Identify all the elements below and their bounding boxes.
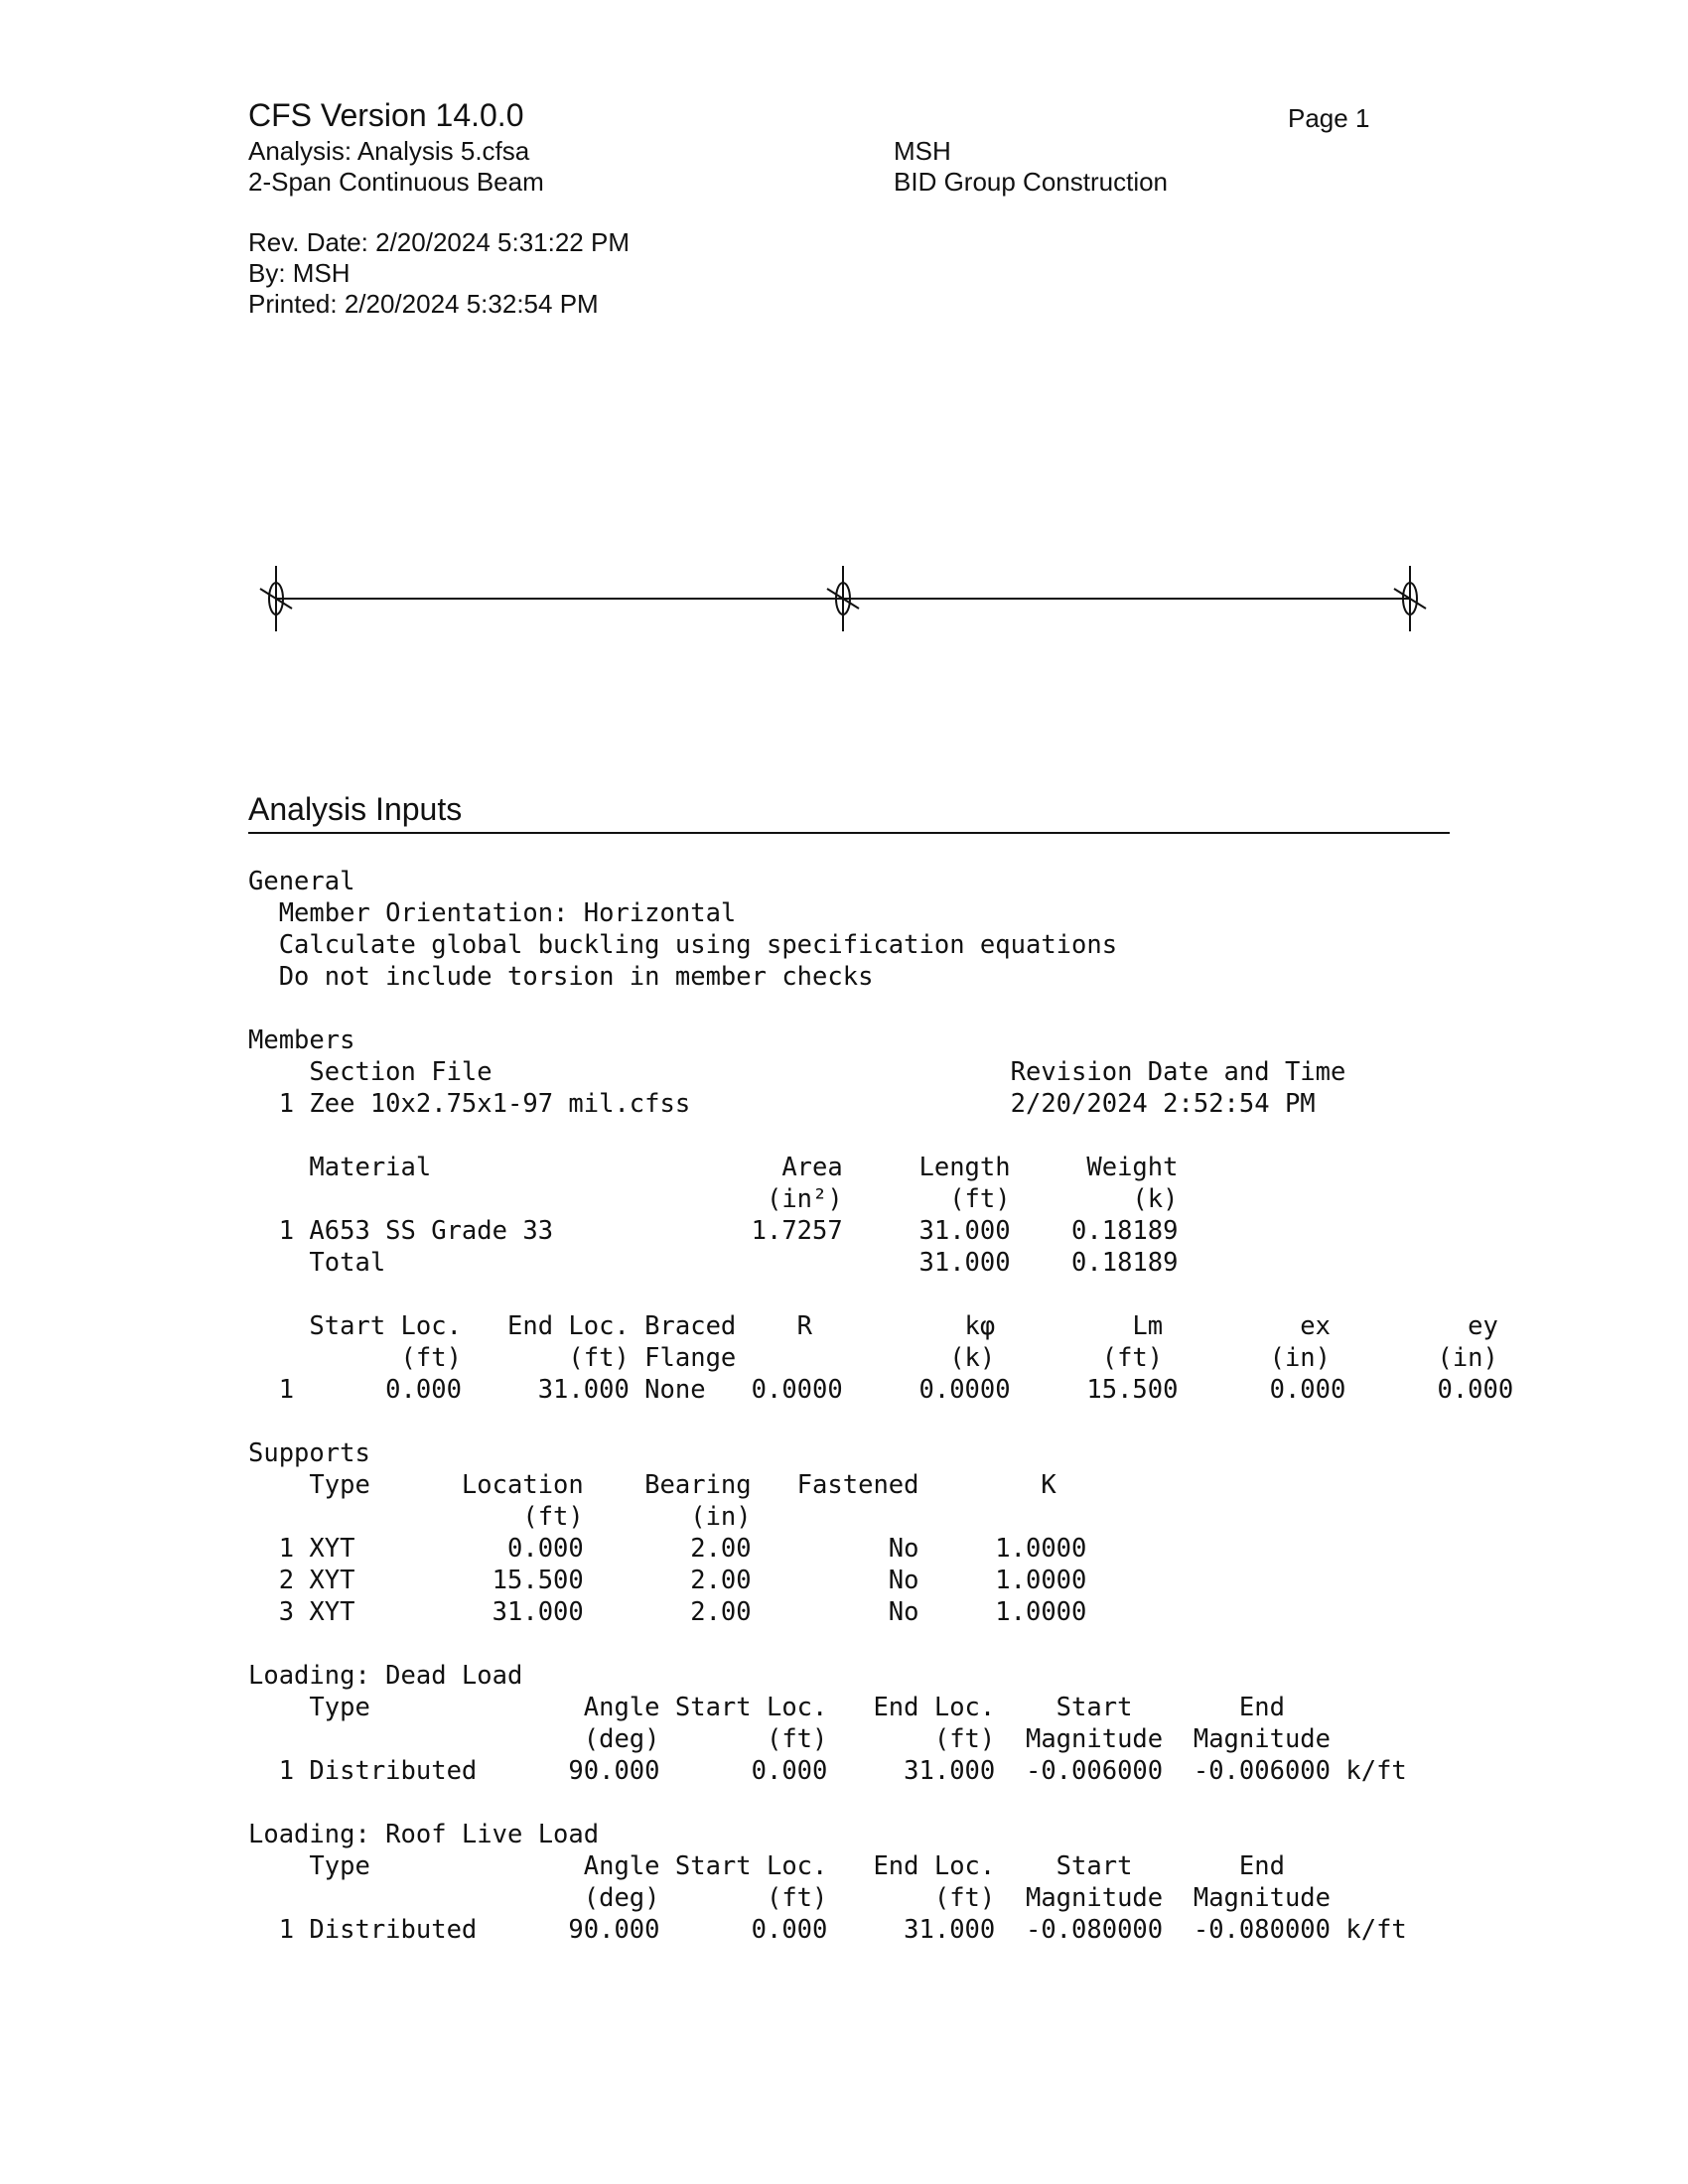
project-title: 2-Span Continuous Beam [248,167,544,197]
bracing-header: Start Loc. End Loc. Braced R kφ Lm ex ey [248,1311,1498,1341]
roof-live-load-units: (deg) (ft) (ft) Magnitude Magnitude [248,1883,1332,1913]
supports-row: 3 XYT 31.000 2.00 No 1.0000 [248,1597,1087,1627]
bracing-units: (ft) (ft) Flange (k) (ft) (in) (in) [248,1343,1498,1373]
dead-load-row: 1 Distributed 90.000 0.000 31.000 -0.006000 -0.006000 k/ft [248,1756,1407,1786]
dead-load-heading: Loading: Dead Load [248,1661,523,1691]
section-rule [248,832,1450,834]
dead-load-header: Type Angle Start Loc. End Loc. Start End [248,1693,1285,1722]
page-number: Page 1 [1288,103,1370,133]
supports-row: 1 XYT 0.000 2.00 No 1.0000 [248,1534,1087,1564]
general-line: Calculate global buckling using specification equations [248,930,1118,960]
roof-live-load-row: 1 Distributed 90.000 0.000 31.000 -0.080000 -0.080000 k/ft [248,1915,1407,1945]
revised-by: By: MSH [248,258,351,288]
supports-units: (ft) (in) [248,1502,752,1532]
revision-date: Rev. Date: 2/20/2024 5:31:22 PM [248,227,630,257]
members-section-row: 1 Zee 10x2.75x1-97 mil.cfss 2/20/2024 2:52:54 PM [248,1089,1316,1119]
material-row: 1 A653 SS Grade 33 1.7257 31.000 0.18189 [248,1216,1179,1246]
members-heading: Members [248,1025,355,1055]
material-total: Total 31.000 0.18189 [248,1248,1179,1278]
section-title: Analysis Inputs [248,791,463,827]
roof-live-load-header: Type Angle Start Loc. End Loc. Start End [248,1851,1285,1881]
dead-load-units: (deg) (ft) (ft) Magnitude Magnitude [248,1724,1332,1754]
supports-heading: Supports [248,1438,370,1468]
supports-row: 2 XYT 15.500 2.00 No 1.0000 [248,1566,1087,1595]
general-heading: General [248,867,355,896]
roof-live-load-heading: Loading: Roof Live Load [248,1820,600,1849]
general-line: Do not include torsion in member checks [248,962,874,992]
general-line: Member Orientation: Horizontal [248,898,737,928]
app-version-title: CFS Version 14.0.0 [248,97,524,133]
analysis-file: Analysis: Analysis 5.cfsa [248,136,530,166]
supports-header: Type Location Bearing Fastened K [248,1470,1056,1500]
company-name: BID Group Construction [894,167,1169,197]
beam-diagram [248,556,1440,635]
material-units: (in²) (ft) (k) [248,1184,1179,1214]
material-header: Material Area Length Weight [248,1153,1179,1182]
printed-date: Printed: 2/20/2024 5:32:54 PM [248,289,599,319]
analysis-inputs-report [248,866,1513,1946]
members-section-header: Section File Revision Date and Time [248,1057,1346,1087]
user-initials: MSH [894,136,951,166]
bracing-row: 1 0.000 31.000 None 0.0000 0.0000 15.500 0.000 0.000 [248,1375,1514,1405]
